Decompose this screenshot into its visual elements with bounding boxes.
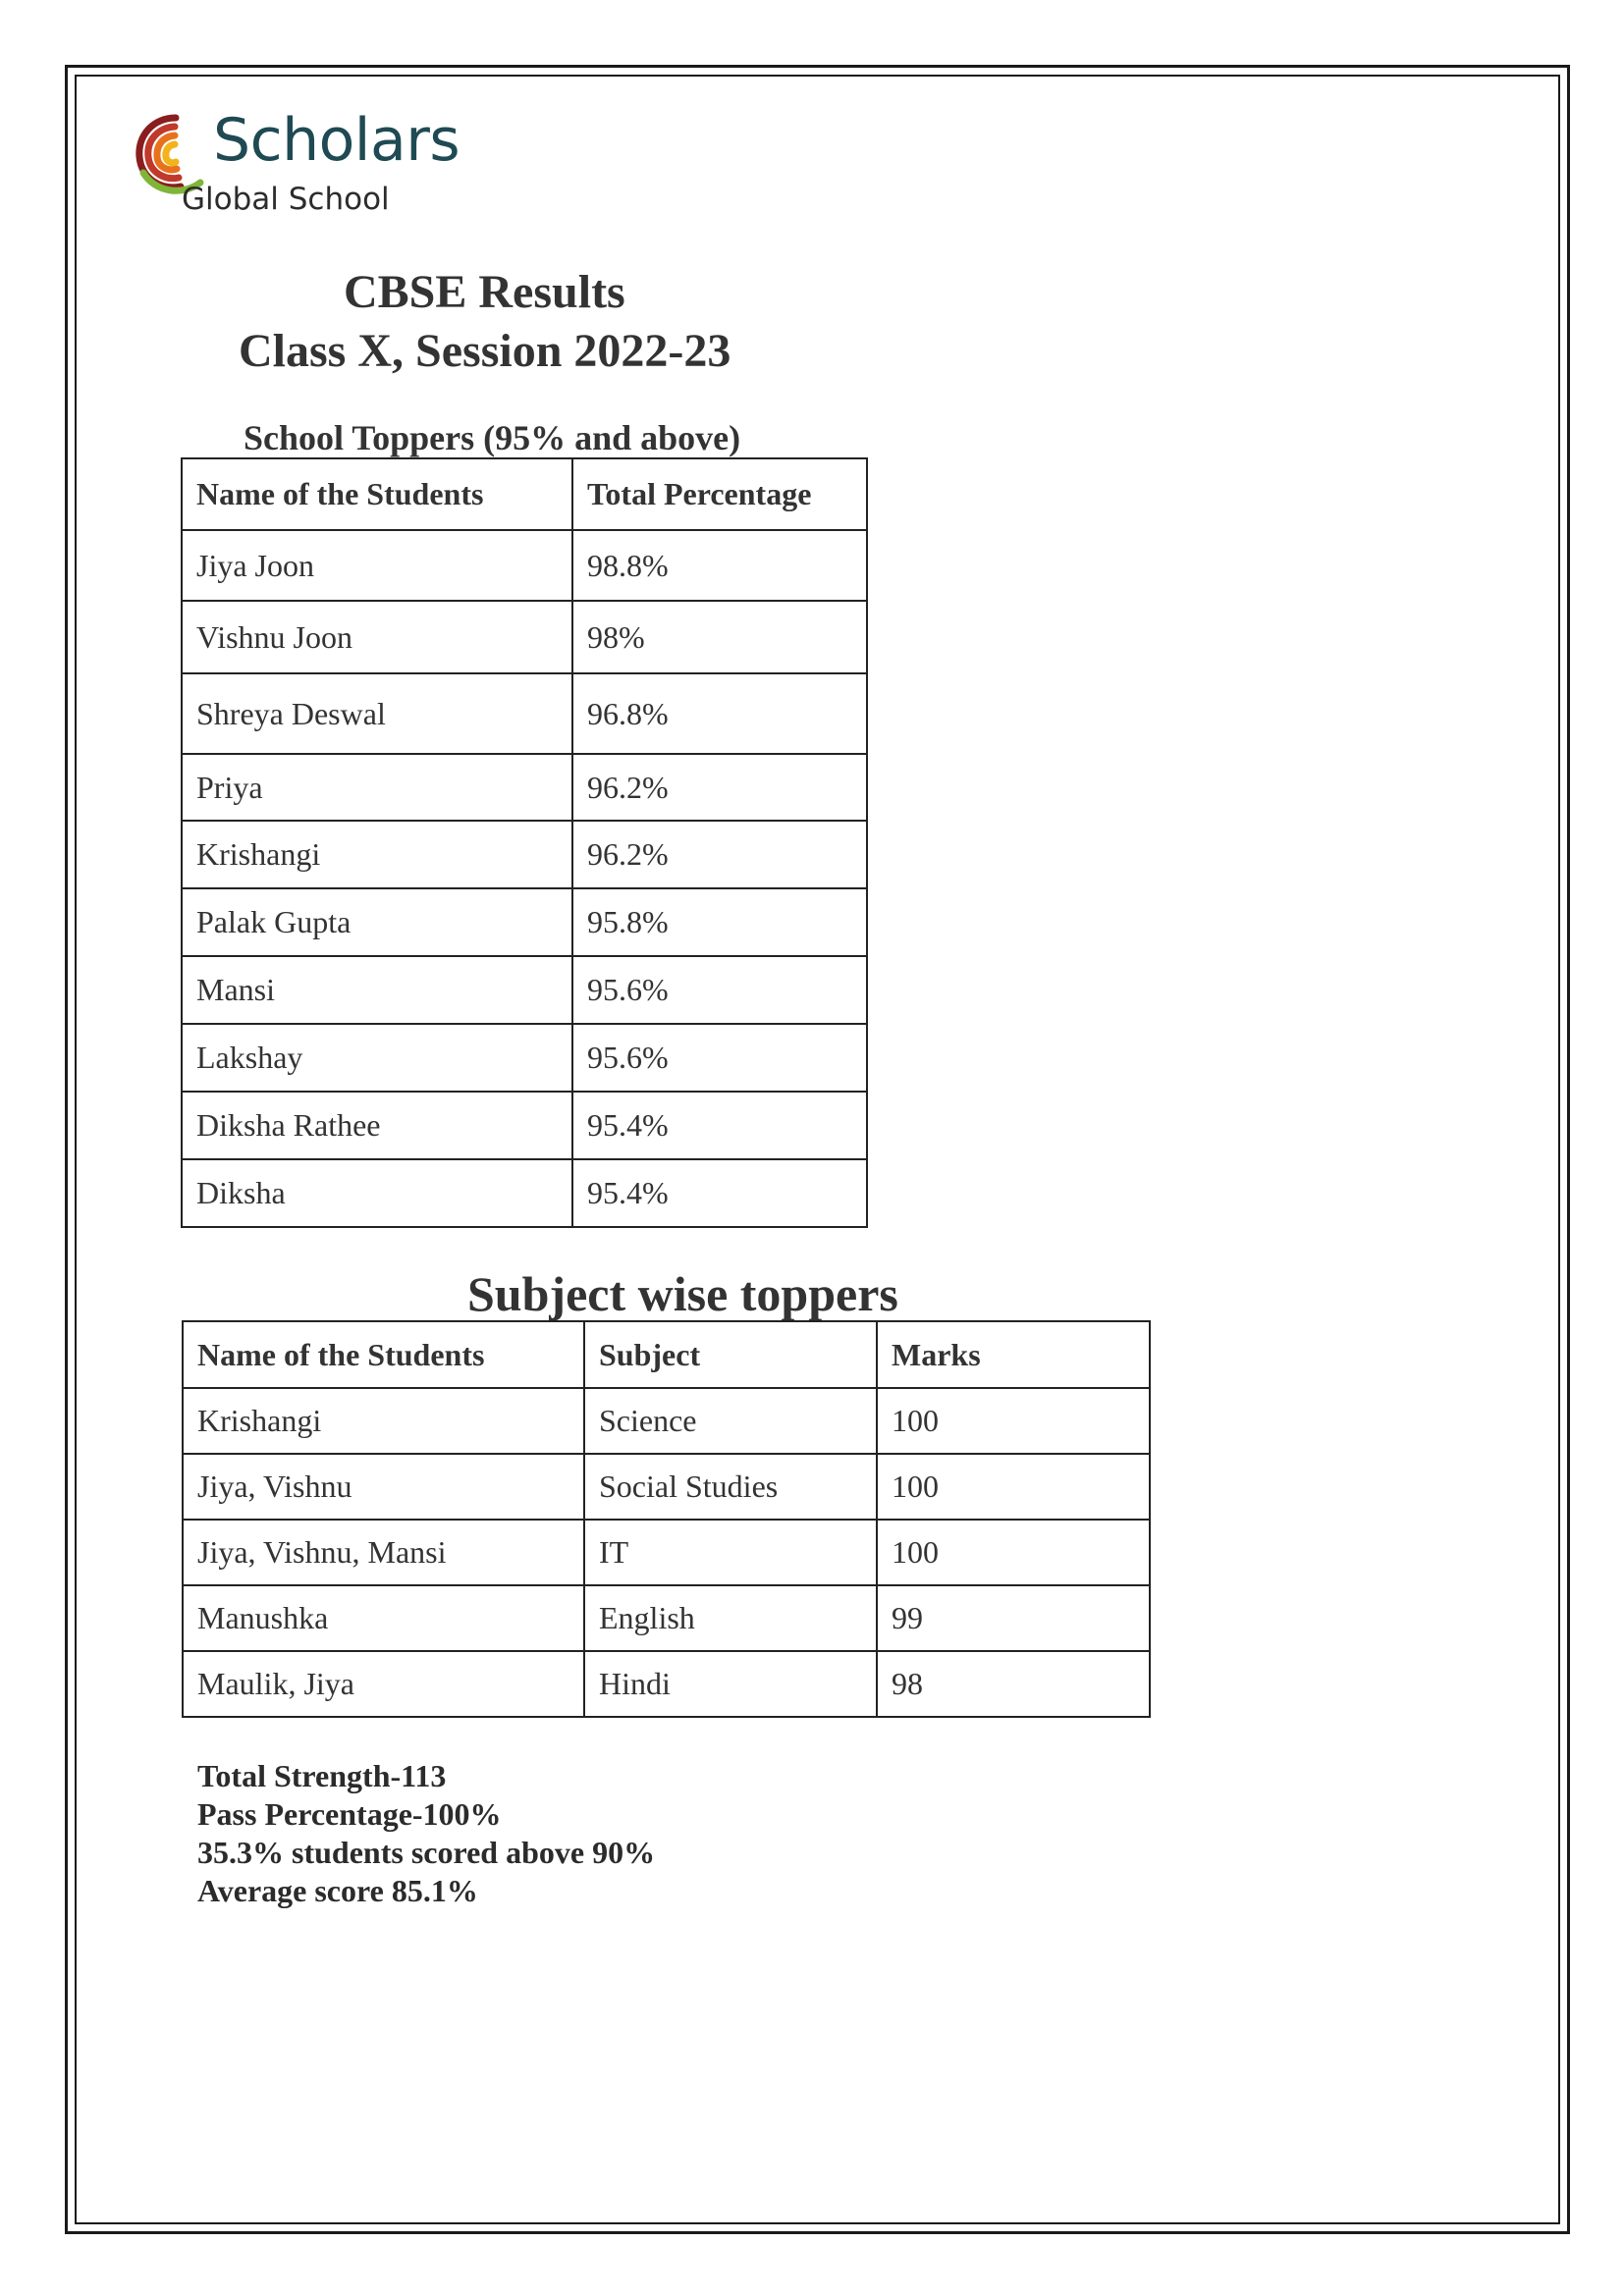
student-name: Jiya Joon	[182, 530, 572, 601]
table-row	[182, 1092, 867, 1159]
student-names: Manushka	[183, 1585, 584, 1651]
marks: 100	[877, 1454, 1150, 1520]
table-header-row	[183, 1321, 1150, 1388]
subject: English	[584, 1585, 877, 1651]
table-row	[182, 956, 867, 1024]
percentage: 95.8%	[572, 888, 867, 956]
table-row	[183, 1585, 1150, 1651]
subject-toppers-table	[182, 1320, 1151, 1718]
result-summary	[197, 1757, 655, 1910]
column-header: Name of the Students	[182, 458, 572, 530]
percentage: 95.6%	[572, 1024, 867, 1092]
table-row	[183, 1388, 1150, 1454]
student-name: Vishnu Joon	[182, 601, 572, 673]
marks: 99	[877, 1585, 1150, 1651]
subject: Hindi	[584, 1651, 877, 1717]
page-subtitle: Class X, Session 2022-23	[239, 325, 731, 377]
student-name: Diksha	[182, 1159, 572, 1227]
student-names: Jiya, Vishnu, Mansi	[183, 1520, 584, 1585]
student-name: Palak Gupta	[182, 888, 572, 956]
marks: 100	[877, 1388, 1150, 1454]
column-header: Marks	[877, 1321, 1150, 1388]
school-logo	[132, 106, 465, 224]
student-name: Lakshay	[182, 1024, 572, 1092]
table-row	[182, 530, 867, 601]
logo-name: Scholars	[213, 106, 460, 175]
percentage: 96.2%	[572, 754, 867, 821]
table-row	[182, 1159, 867, 1227]
percentage: 95.4%	[572, 1092, 867, 1159]
percentage: 98.8%	[572, 530, 867, 601]
student-name: Priya	[182, 754, 572, 821]
column-header: Total Percentage	[572, 458, 867, 530]
average-score: Average score 85.1%	[197, 1873, 478, 1908]
student-names: Krishangi	[183, 1388, 584, 1454]
table-row	[183, 1520, 1150, 1585]
table-row	[182, 754, 867, 821]
student-name: Diksha Rathee	[182, 1092, 572, 1159]
subject-toppers-heading: Subject wise toppers	[467, 1266, 898, 1321]
student-name: Shreya Deswal	[182, 673, 572, 754]
student-name: Mansi	[182, 956, 572, 1024]
table-row	[182, 821, 867, 888]
logo-subtitle: Global School	[182, 182, 390, 217]
student-names: Jiya, Vishnu	[183, 1454, 584, 1520]
percentage: 96.8%	[572, 673, 867, 754]
table-row	[182, 888, 867, 956]
pass-percentage: Pass Percentage-100%	[197, 1796, 502, 1832]
percentage: 95.4%	[572, 1159, 867, 1227]
marks: 98	[877, 1651, 1150, 1717]
percentage: 96.2%	[572, 821, 867, 888]
table-row	[182, 673, 867, 754]
school-toppers-table	[181, 457, 868, 1228]
total-strength: Total Strength-113	[197, 1758, 447, 1793]
column-header: Subject	[584, 1321, 877, 1388]
percentage: 98%	[572, 601, 867, 673]
table-header-row	[182, 458, 867, 530]
subject: IT	[584, 1520, 877, 1585]
toppers-heading: School Toppers (95% and above)	[244, 418, 741, 457]
student-name: Krishangi	[182, 821, 572, 888]
student-names: Maulik, Jiya	[183, 1651, 584, 1717]
page-title: CBSE Results	[344, 266, 625, 318]
percentage: 95.6%	[572, 956, 867, 1024]
table-row	[183, 1454, 1150, 1520]
subject: Social Studies	[584, 1454, 877, 1520]
table-row	[182, 1024, 867, 1092]
subject: Science	[584, 1388, 877, 1454]
table-row	[182, 601, 867, 673]
above-90-share: 35.3% students scored above 90%	[197, 1835, 656, 1870]
column-header: Name of the Students	[183, 1321, 584, 1388]
marks: 100	[877, 1520, 1150, 1585]
table-row	[183, 1651, 1150, 1717]
